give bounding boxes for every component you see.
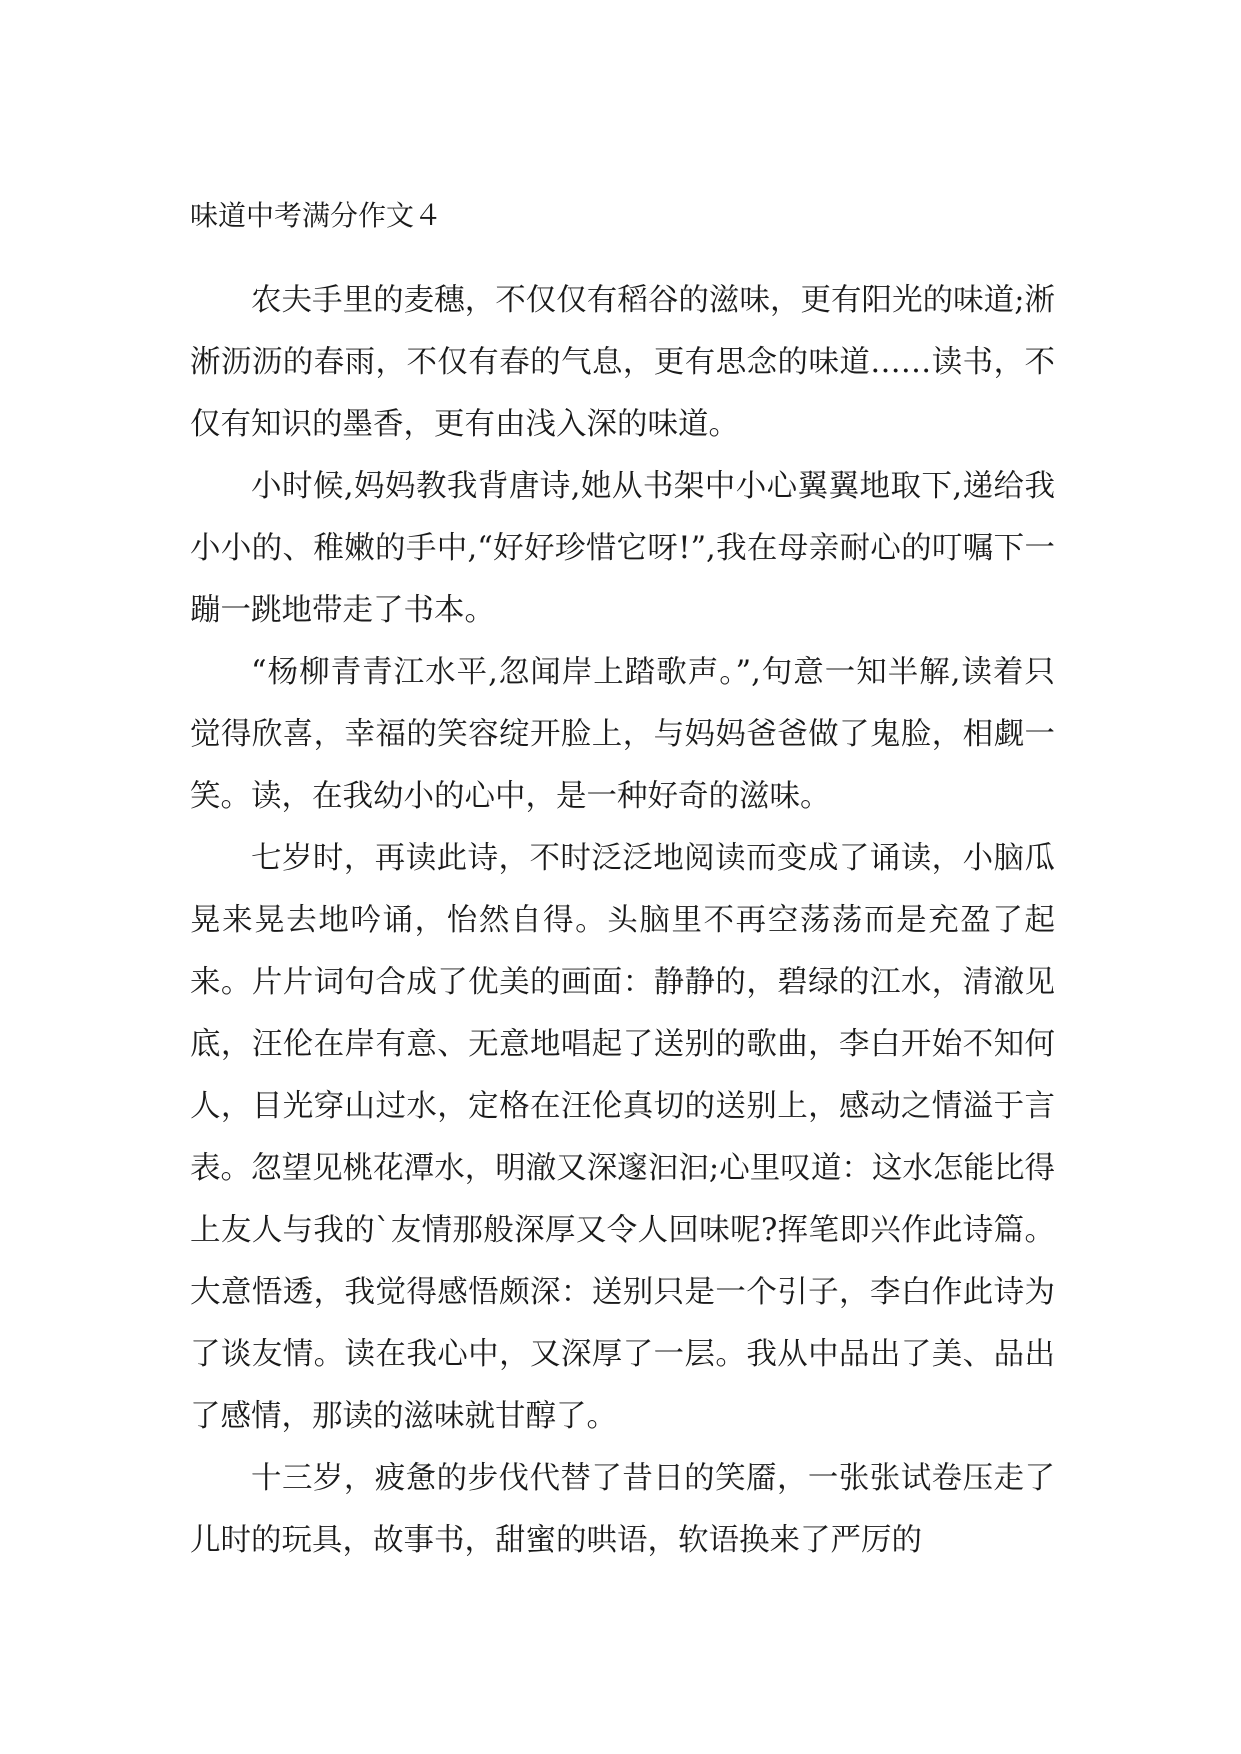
paragraph-1: 农夫手里的麦穗，不仅仅有稻谷的滋味，更有阳光的味道;淅淅沥沥的春雨，不仅有春的气息，更有思念的味道……读书，不仅有知识的墨香，更有由浅入深的味道。 (190, 283, 1055, 442)
paragraph-4: 七岁时，再读此诗，不时泛泛地阅读而变成了诵读，小脑瓜晃来晃去地吟诵，怡然自得。头脑里不再空荡荡而是充盈了起来。片片词句合成了优美的画面：静静的，碧绿的江水，清澈见底，汪伦在岸有意、无意地唱起了送别的歌曲，李白开始不知何人，目光穿山过水，定格在汪伦真切的送别上，感动之情溢于言表。忽望见桃花潭水，明澈又深邃汩汩;心里叹道：这水怎能比得上友人与我的`友情那般深厚又令人回味呢?挥笔即兴作此诗篇。大意悟透，我觉得感悟颇深：送别只是一个引子，李白作此诗为了谈友情。读在我心中，又深厚了一层。我从中品出了美、品出了感情，那读的滋味就甘醇了。 (190, 841, 1055, 1434)
document-body (190, 270, 1055, 1572)
document-title: 味道中考满分作文４ (190, 199, 443, 232)
paragraph-3: “杨柳青青江水平,忽闻岸上踏歌声。”,句意一知半解,读着只觉得欣喜，幸福的笑容绽开脸上，与妈妈爸爸做了鬼脸，相觑一笑。读，在我幼小的心中，是一种好奇的滋味。 (190, 655, 1055, 814)
paragraph-5: 十三岁，疲惫的步伐代替了昔日的笑靥，一张张试卷压走了儿时的玩具，故事书，甜蜜的哄语，软语换来了严厉的 (190, 1461, 1055, 1558)
paragraph-2: 小时候,妈妈教我背唐诗,她从书架中小心翼翼地取下,递给我小小的、稚嫩的手中,“好好珍惜它呀!”,我在母亲耐心的叮嘱下一蹦一跳地带走了书本。 (190, 469, 1055, 628)
